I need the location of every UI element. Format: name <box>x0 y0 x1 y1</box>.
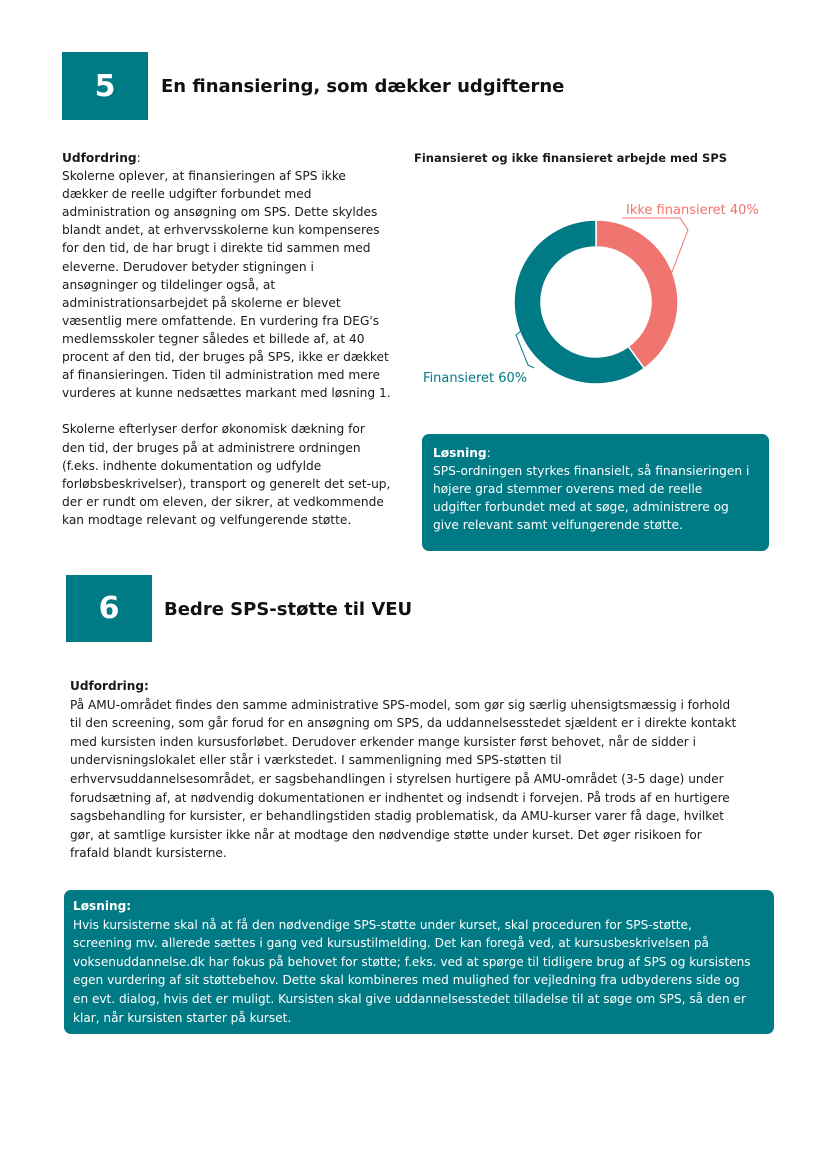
text-line: screening mv. allerede sættes i gang ved kursustilmelding. Det kan foregå ved, at kursusbeskrivelsen på <box>73 936 709 951</box>
text-line: blandt andet, at erhvervsskolerne kun kompenseres <box>62 223 380 238</box>
text-line: højere grad stemmer overens med de reelle <box>433 482 703 497</box>
text-line: af finansieringen. Tiden til administration med mere <box>62 368 380 383</box>
section-5-solution-box <box>422 434 769 551</box>
section-6-solution-box <box>64 890 774 1034</box>
text-line: Hvis kursisterne skal nå at få den nødvendige SPS-støtte under kurset, skal proceduren for SPS-støtte, <box>73 917 692 932</box>
challenge-heading: Udfordring: <box>70 679 149 693</box>
challenge-heading: Udfordring <box>62 151 137 165</box>
text-line: en evt. dialog, hvis det er muligt. Kursisten skal give uddannelsesstedet tilladelse til at søge om SPS, så den er <box>73 991 746 1006</box>
text-line: eleverne. Derudover betyder stigningen i <box>62 259 314 274</box>
text-line: med kursisten inden kursusforløbet. Derudover erkender mange kursister først behovet, når de sidder i <box>70 734 696 749</box>
text-line: forudsætning af, at nødvendig dokumentationen er indhentet og indsendt i forvejen. På trods af en hurtigere <box>70 790 730 805</box>
text-line: dækker de reelle udgifter forbundet med <box>62 187 312 202</box>
text-line: ansøgninger og tildelinger også, at <box>62 277 276 292</box>
text-line: frafald blandt kursisterne. <box>70 846 227 861</box>
text-line: (f.eks. indhente dokumentation og udfylde <box>62 458 322 473</box>
text-line: undervisningslokalet eller står i værkstedet. I sammenligning med SPS-støtten til <box>70 753 562 768</box>
text-line: give relevant samt velfungerende støtte. <box>433 518 683 533</box>
text-line: erhvervsuddannelsesområdet, er sagsbehandlingen i styrelsen hurtigere på AMU-området (3-5 dage) under <box>70 771 724 786</box>
colon: : <box>486 446 491 460</box>
slice-ikke-finansieret <box>596 220 678 368</box>
text-line: forløbsbeskrivelser), transport og generelt det set-up, <box>62 476 391 491</box>
text-line: administrationsarbejdet på skolerne er blevet <box>62 295 341 310</box>
section-6-number: 6 <box>66 575 152 642</box>
donut-chart <box>0 0 826 420</box>
section-5-number: 5 <box>62 52 148 120</box>
text-line: Skolerne efterlyser derfor økonomisk dækning for <box>62 422 365 437</box>
text-line: klar, når kursisten starter på kurset. <box>73 1010 292 1025</box>
text-line: SPS-ordningen styrkes finansielt, så finansieringen i <box>433 464 750 479</box>
text-line: egen vurdering af sit støttebehov. Dette skal kombineres med mulighed for vejledning fra udbyderens side og <box>73 973 740 988</box>
text-line: procent af den tid, der bruges på SPS, ikke er dækket <box>62 350 389 365</box>
text-line: gør, at samtlige kursister ikke når at modtage den nødvendige støtte under kurset. Det øger risikoen for <box>70 827 702 842</box>
solution-heading: Løsning: <box>73 899 132 913</box>
text-line: voksenuddannelse.dk har fokus på behovet for støtte; f.eks. ved at spørge til tidligere brug af SPS og kursistens <box>73 954 751 969</box>
text-line: administration og ansøgning om SPS. Dette skyldes <box>62 205 378 220</box>
slice-label: Finansieret 60% <box>423 371 528 386</box>
text-line: væsentlig mere omfattende. En vurdering fra DEG's <box>62 313 380 328</box>
text-line: medlemsskoler tegner således et billede af, at 40 <box>62 331 365 346</box>
text-line: vurderes at kunne nedsættes markant med løsning 1. <box>62 386 391 401</box>
section-6-title: Bedre SPS-støtte til VEU <box>164 599 413 620</box>
text-line: der er rundt om eleven, der sikrer, at vedkommende <box>62 494 384 509</box>
text-line: sagsbehandling for kursister, er behandlingstiden stadig problematisk, da AMU-kurser varer få dage, hvilket <box>70 809 725 824</box>
solution-heading: Løsning <box>433 446 487 460</box>
text-line: til den screening, som går forud for en ansøgning om SPS, da uddannelsesstedet sjældent er i direkte kontakt <box>70 716 737 731</box>
text-line: Skolerne oplever, at finansieringen af SPS ikke <box>62 169 346 184</box>
text-line: På AMU-området findes den samme administrative SPS-model, som gør sig særlig uhensigtsmæssig i forhold <box>70 697 731 712</box>
text-line: kan modtage relevant og velfungerende støtte. <box>62 512 352 527</box>
section-5-title: En finansiering, som dækker udgifterne <box>161 76 565 97</box>
colon: : <box>136 151 141 165</box>
text-line: den tid, der bruges på at administrere ordningen <box>62 440 361 455</box>
section-6-challenge <box>70 677 736 863</box>
slice-label: Ikke finansieret 40% <box>626 203 759 218</box>
chart-title: Finansieret og ikke finansieret arbejde med SPS <box>414 151 728 165</box>
text-line: for den tid, de har brugt i direkte tid sammen med <box>62 241 371 256</box>
text-line: udgifter forbundet med at søge, administrere og <box>433 500 729 515</box>
